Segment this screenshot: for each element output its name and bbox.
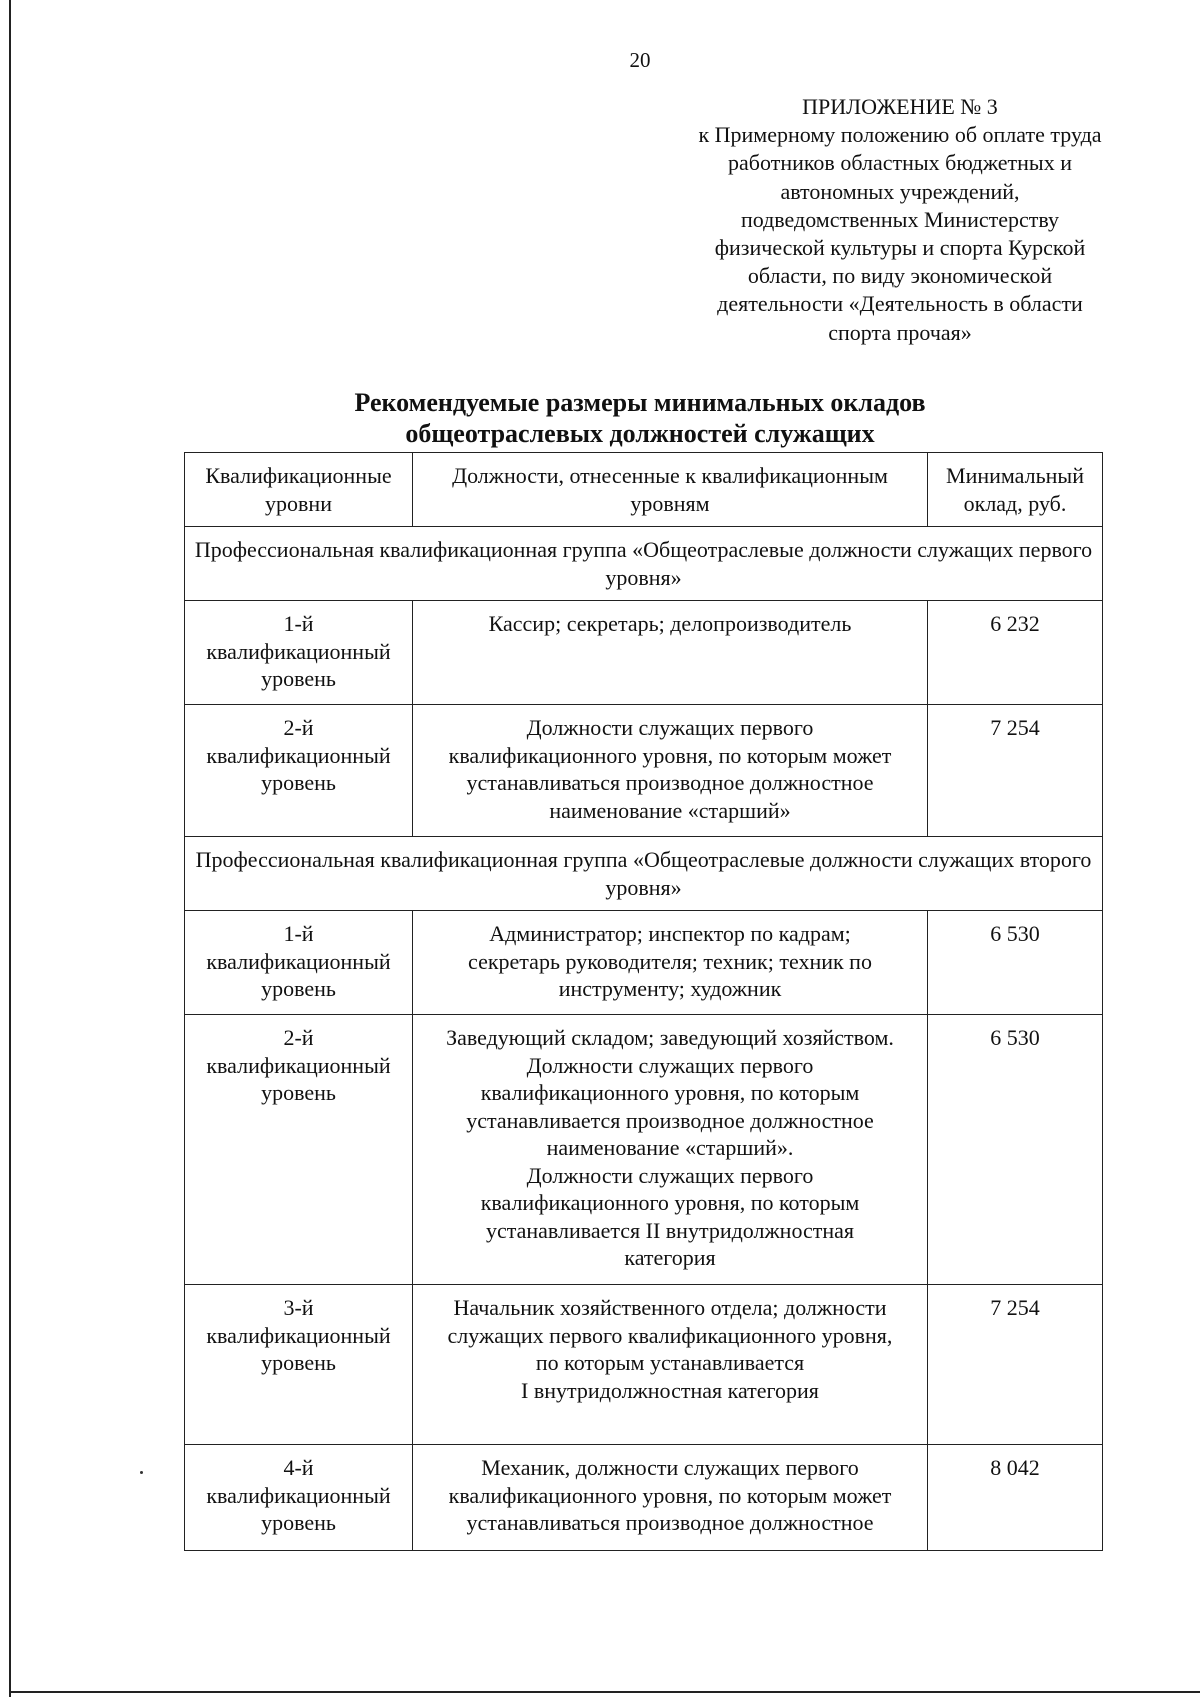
positions-line: устанавливаться производное должностное xyxy=(466,770,874,795)
salary-cell: 8 042 xyxy=(928,1445,1103,1551)
group-row xyxy=(185,527,1103,601)
appendix-line: деятельности «Деятельность в области xyxy=(717,291,1083,317)
positions-line: квалификационного уровня, по которым может xyxy=(448,1482,892,1508)
level-line: квалификационный xyxy=(206,1052,391,1078)
positions-line: устанавливаться производное должностное xyxy=(466,1510,874,1535)
positions-cell xyxy=(413,705,928,837)
positions-line: Должности служащих первого xyxy=(526,1162,814,1188)
document-title xyxy=(185,387,1095,449)
salary-cell: 7 254 xyxy=(928,705,1103,837)
salary-table xyxy=(184,452,1103,1551)
level-line: квалификационный xyxy=(206,638,391,664)
group-title: Профессиональная квалификационная группа «Общеотраслевые должности служащих первого уровня» xyxy=(185,527,1103,601)
table-row xyxy=(185,705,1103,837)
appendix-line: физической культуры и спорта Курской xyxy=(714,235,1086,261)
level-line: уровень xyxy=(261,976,336,1001)
positions-line: квалификационного уровня, по которым может xyxy=(448,742,892,768)
appendix-line: области, по виду экономической xyxy=(747,263,1053,289)
appendix-line: автономных учреждений, xyxy=(780,178,1020,204)
table-body xyxy=(185,527,1103,1551)
level-line: уровень xyxy=(261,770,336,795)
positions-line: по которым устанавливается xyxy=(535,1350,805,1375)
appendix-line: к Примерному положению об оплате труда xyxy=(698,122,1102,148)
positions-line: наименование «старший». xyxy=(546,1135,794,1160)
document-title-line: Рекомендуемые размеры минимальных окладов xyxy=(354,388,926,417)
appendix-line: спорта прочая» xyxy=(828,319,972,345)
positions-line: устанавливается II внутридолжностная xyxy=(485,1217,855,1243)
positions-cell xyxy=(413,1285,928,1445)
positions-line: Механик, должности служащих первого xyxy=(481,1455,859,1480)
positions-line: Кассир; секретарь; делопроизводитель xyxy=(488,611,852,636)
level-line: 4-й xyxy=(283,1455,314,1480)
level-line: уровень xyxy=(261,666,336,691)
level-cell xyxy=(185,1285,413,1445)
level-line: 2-й xyxy=(283,1025,314,1050)
positions-line: I внутридолжностная категория xyxy=(521,1377,819,1403)
header-positions: Должности, отнесенные к квалификационным уровням xyxy=(413,453,928,527)
table-header-row xyxy=(185,453,1103,527)
appendix-line: работников областных бюджетных и xyxy=(728,150,1072,176)
level-line: квалификационный xyxy=(206,1322,391,1348)
level-line: квалификационный xyxy=(206,948,391,974)
page-edge-left xyxy=(9,0,11,1697)
level-line: 3-й xyxy=(283,1295,314,1320)
level-line: 1-й xyxy=(283,921,314,946)
header-level: Квалификационные уровни xyxy=(185,453,413,527)
group-row xyxy=(185,837,1103,911)
table-row xyxy=(185,911,1103,1015)
page-number: 20 xyxy=(629,48,651,72)
level-cell xyxy=(185,1015,413,1285)
positions-line: Заведующий складом; заведующий хозяйством. xyxy=(446,1025,894,1050)
level-line: квалификационный xyxy=(206,1482,391,1508)
level-line: 1-й xyxy=(283,611,314,636)
positions-line: Администратор; инспектор по кадрам; xyxy=(489,921,851,946)
positions-line: категория xyxy=(624,1245,716,1270)
positions-line: Должности служащих первого xyxy=(526,1052,814,1078)
level-cell xyxy=(185,601,413,705)
positions-line: инструменту; художник xyxy=(558,976,782,1001)
level-line: уровень xyxy=(261,1350,336,1375)
positions-line: наименование «старший» xyxy=(549,797,791,823)
page-edge-bottom xyxy=(9,1691,1200,1693)
level-cell xyxy=(185,911,413,1015)
table-row xyxy=(185,601,1103,705)
level-cell xyxy=(185,1445,413,1551)
group-title: Профессиональная квалификационная группа «Общеотраслевые должности служащих второго уровня» xyxy=(185,837,1103,911)
scan-speck xyxy=(140,1471,143,1474)
table-row xyxy=(185,1285,1103,1445)
positions-line: служащих первого квалификационного уровня, xyxy=(447,1322,893,1348)
salary-cell: 6 530 xyxy=(928,911,1103,1015)
positions-line: Начальник хозяйственного отдела; должности xyxy=(453,1295,887,1320)
positions-line: секретарь руководителя; техник; техник по xyxy=(468,948,872,974)
appendix-header xyxy=(660,93,1140,347)
level-line: уровень xyxy=(261,1080,336,1105)
level-line: уровень xyxy=(261,1510,336,1535)
table-row xyxy=(185,1015,1103,1285)
positions-cell xyxy=(413,911,928,1015)
positions-line: Должности служащих первого xyxy=(526,715,814,740)
appendix-line: подведомственных Министерству xyxy=(740,206,1060,232)
positions-cell xyxy=(413,601,928,705)
positions-cell xyxy=(413,1015,928,1285)
positions-line: квалификационного уровня, по которым xyxy=(480,1080,860,1105)
level-line: 2-й xyxy=(283,715,314,740)
positions-line: квалификационного уровня, по которым xyxy=(480,1190,860,1215)
table-row xyxy=(185,1445,1103,1551)
level-line: квалификационный xyxy=(206,742,391,768)
positions-cell xyxy=(413,1445,928,1551)
header-salary: Минимальный оклад, руб. xyxy=(928,453,1103,527)
level-cell xyxy=(185,705,413,837)
salary-cell: 6 232 xyxy=(928,601,1103,705)
salary-cell: 6 530 xyxy=(928,1015,1103,1285)
document-title-line: общеотраслевых должностей служащих xyxy=(405,419,875,448)
positions-line: устанавливается производное должностное xyxy=(466,1107,874,1133)
appendix-line: ПРИЛОЖЕНИЕ № 3 xyxy=(802,94,998,119)
salary-cell: 7 254 xyxy=(928,1285,1103,1445)
